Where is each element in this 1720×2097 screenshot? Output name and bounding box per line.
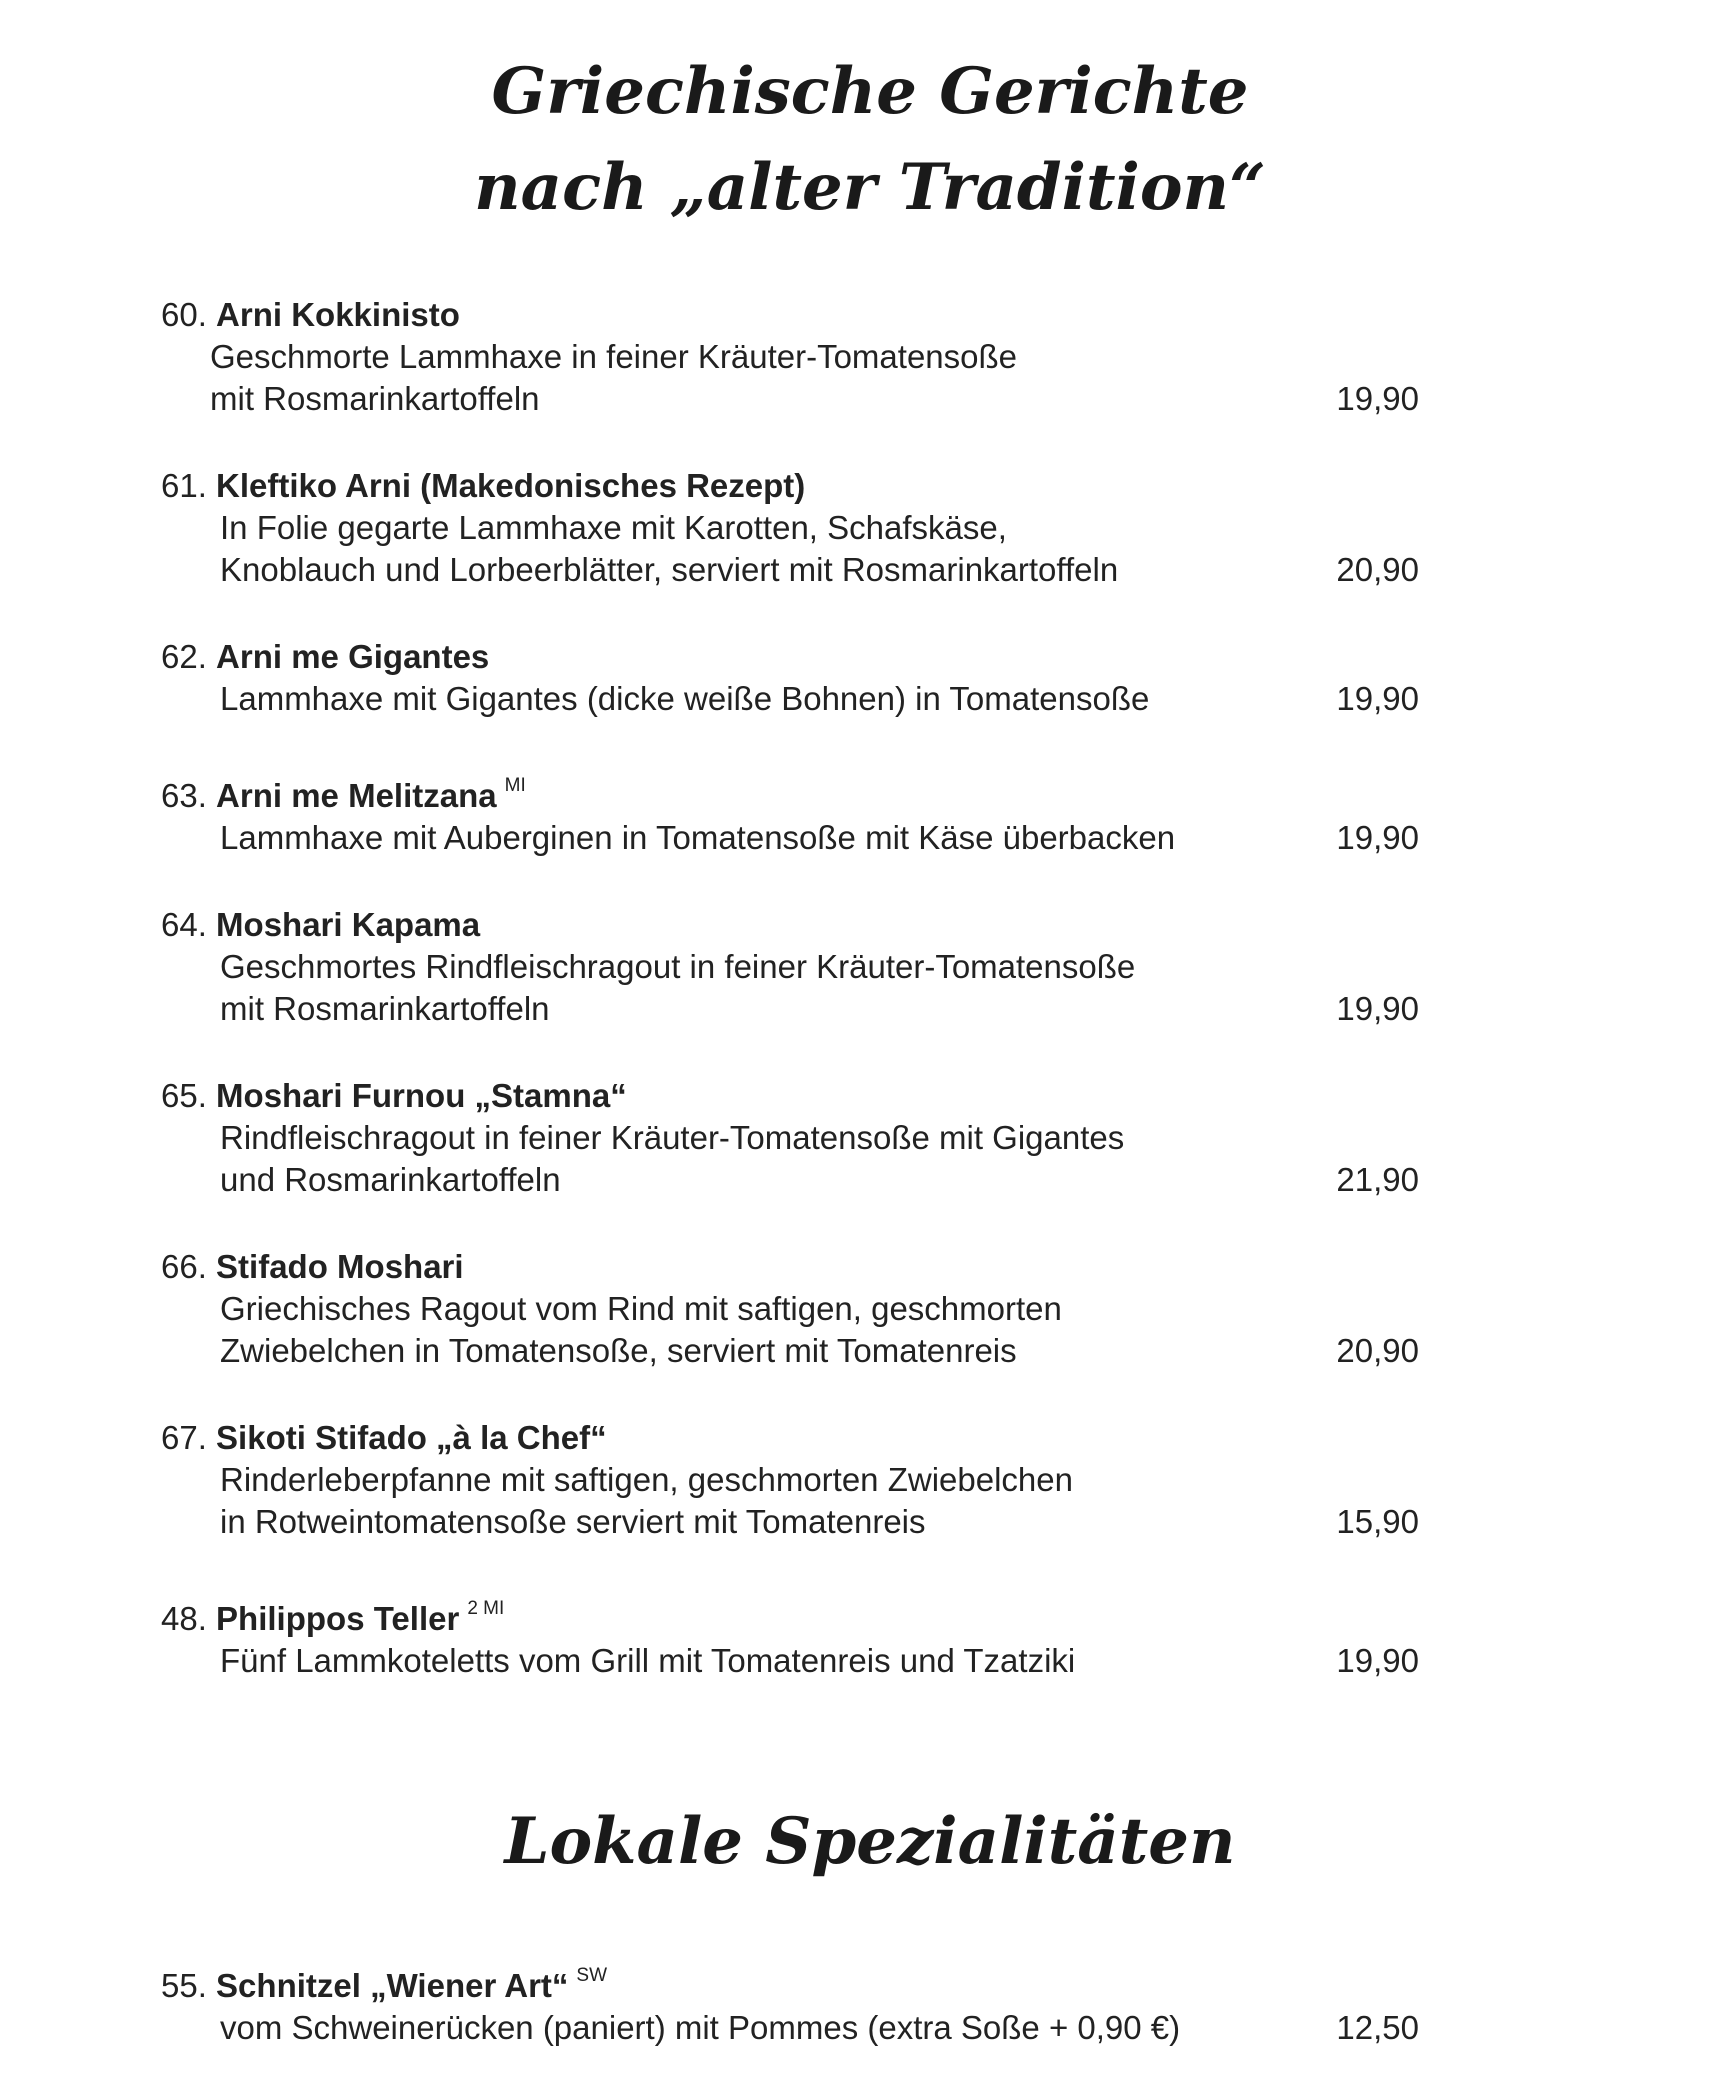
allergen-code: SW <box>576 1965 608 1986</box>
menu-item-number: 60. <box>161 296 207 333</box>
menu-item-heading <box>0 1588 1720 1640</box>
menu-list-lokale-spezialitaeten <box>0 1955 1720 2094</box>
menu-item <box>0 765 1720 859</box>
menu-item-description <box>0 1459 1270 1543</box>
menu-item-description-line: Knoblauch und Lorbeerblätter, serviert mit Rosmarinkartoffeln <box>220 551 1119 588</box>
menu-item <box>0 1588 1720 1682</box>
menu-item <box>0 1246 1720 1372</box>
menu-item-heading <box>0 1075 1720 1117</box>
menu-item-description-line: Fünf Lammkoteletts vom Grill mit Tomatenreis und Tzatziki <box>220 1642 1076 1679</box>
menu-item-number: 64. <box>161 906 207 943</box>
menu-item-name: Schnitzel „Wiener Art“ <box>216 1967 569 2004</box>
menu-item-description-line: Geschmorte Lammhaxe in feiner Kräuter-Tomatensoße <box>210 338 1018 375</box>
allergen-code: MI <box>504 775 526 796</box>
menu-item-number: 61. <box>161 467 207 504</box>
menu-item <box>0 1417 1720 1543</box>
menu-item-heading <box>0 1246 1720 1288</box>
menu-item-price: 19,90 <box>1336 819 1419 856</box>
menu-item-name: Kleftiko Arni (Makedonisches Rezept) <box>216 467 806 504</box>
menu-item-description-line: Lammhaxe mit Gigantes (dicke weiße Bohnen) in Tomatensoße <box>220 680 1150 717</box>
menu-item <box>0 294 1720 420</box>
menu-item <box>0 1955 1720 2049</box>
menu-item-description-line: Zwiebelchen in Tomatensoße, serviert mit Tomatenreis <box>220 1332 1017 1369</box>
menu-item-description <box>0 2007 1270 2049</box>
menu-item-price: 19,90 <box>1336 990 1419 1027</box>
menu-item-name: Moshari Furnou „Stamna“ <box>216 1077 627 1114</box>
menu-item-description-line: Griechisches Ragout vom Rind mit saftigen, geschmorten <box>220 1290 1062 1327</box>
menu-item-heading <box>0 294 1720 336</box>
menu-item-heading <box>0 904 1720 946</box>
menu-item-number: 62. <box>161 638 207 675</box>
menu-item-description <box>0 817 1270 859</box>
menu-item <box>0 465 1720 591</box>
menu-item-description <box>0 946 1270 1030</box>
menu-item-price: 19,90 <box>1336 380 1419 417</box>
menu-item-name: Arni Kokkinisto <box>216 296 460 333</box>
section-title-line: Griechische Gerichte <box>491 54 1249 129</box>
menu-item-description <box>0 1117 1270 1201</box>
section-title-lokale-spezialitaeten <box>0 1794 1720 1890</box>
menu-list-griechische-gerichte <box>0 294 1720 1727</box>
menu-item-price: 12,50 <box>1336 2009 1419 2046</box>
menu-item-name: Arni me Melitzana <box>216 777 497 814</box>
menu-item-description-line: In Folie gegarte Lammhaxe mit Karotten, Schafskäse, <box>220 509 1007 546</box>
section-title-line: nach „alter Tradition“ <box>474 150 1266 225</box>
menu-item-description-line: Rindfleischragout in feiner Kräuter-Tomatensoße mit Gigantes <box>220 1119 1125 1156</box>
menu-item-number: 48. <box>161 1600 207 1637</box>
menu-item-price: 20,90 <box>1336 1332 1419 1369</box>
menu-item-name: Moshari Kapama <box>216 906 481 943</box>
menu-item-description-line: vom Schweinerücken (paniert) mit Pommes (extra Soße + 0,90 €) <box>220 2009 1181 2046</box>
menu-item <box>0 636 1720 720</box>
menu-item-heading <box>0 765 1720 817</box>
menu-item-description-line: und Rosmarinkartoffeln <box>220 1161 561 1198</box>
menu-item-description-line: mit Rosmarinkartoffeln <box>220 990 550 1027</box>
menu-item-description-line: Geschmortes Rindfleischragout in feiner Kräuter-Tomatensoße <box>220 948 1136 985</box>
menu-item-description <box>0 336 1260 420</box>
menu-item-name: Stifado Moshari <box>216 1248 464 1285</box>
menu-item-heading <box>0 1955 1720 2007</box>
allergen-code: 2 MI <box>467 1598 505 1619</box>
menu-item-heading <box>0 636 1720 678</box>
menu-item-description-line: Rinderleberpfanne mit saftigen, geschmorten Zwiebelchen <box>220 1461 1073 1498</box>
menu-item-description-line: in Rotweintomatensoße serviert mit Tomatenreis <box>220 1503 926 1540</box>
menu-item-name: Arni me Gigantes <box>216 638 490 675</box>
menu-item <box>0 1075 1720 1201</box>
menu-item-price: 15,90 <box>1336 1503 1419 1540</box>
menu-item-price: 19,90 <box>1336 680 1419 717</box>
menu-item-price: 21,90 <box>1336 1161 1419 1198</box>
menu-item-name: Sikoti Stifado „à la Chef“ <box>216 1419 607 1456</box>
menu-item-description <box>0 678 1270 720</box>
menu-item-number: 66. <box>161 1248 207 1285</box>
menu-item-number: 65. <box>161 1077 207 1114</box>
menu-item-price: 19,90 <box>1336 1642 1419 1679</box>
menu-item-heading <box>0 1417 1720 1459</box>
menu-item-price: 20,90 <box>1336 551 1419 588</box>
menu-item-description <box>0 507 1270 591</box>
menu-item-number: 67. <box>161 1419 207 1456</box>
menu-item-heading <box>0 465 1720 507</box>
menu-item-number: 55. <box>161 1967 207 2004</box>
menu-item-description <box>0 1640 1270 1682</box>
menu-item-description <box>0 1288 1270 1372</box>
section-title-griechische-gerichte <box>0 44 1720 236</box>
menu-item-number: 63. <box>161 777 207 814</box>
menu-item <box>0 904 1720 1030</box>
section-title-line: Lokale Spezialitäten <box>504 1804 1236 1879</box>
menu-item-description-line: mit Rosmarinkartoffeln <box>210 380 540 417</box>
menu-item-name: Philippos Teller <box>216 1600 460 1637</box>
menu-item-description-line: Lammhaxe mit Auberginen in Tomatensoße mit Käse überbacken <box>220 819 1176 856</box>
